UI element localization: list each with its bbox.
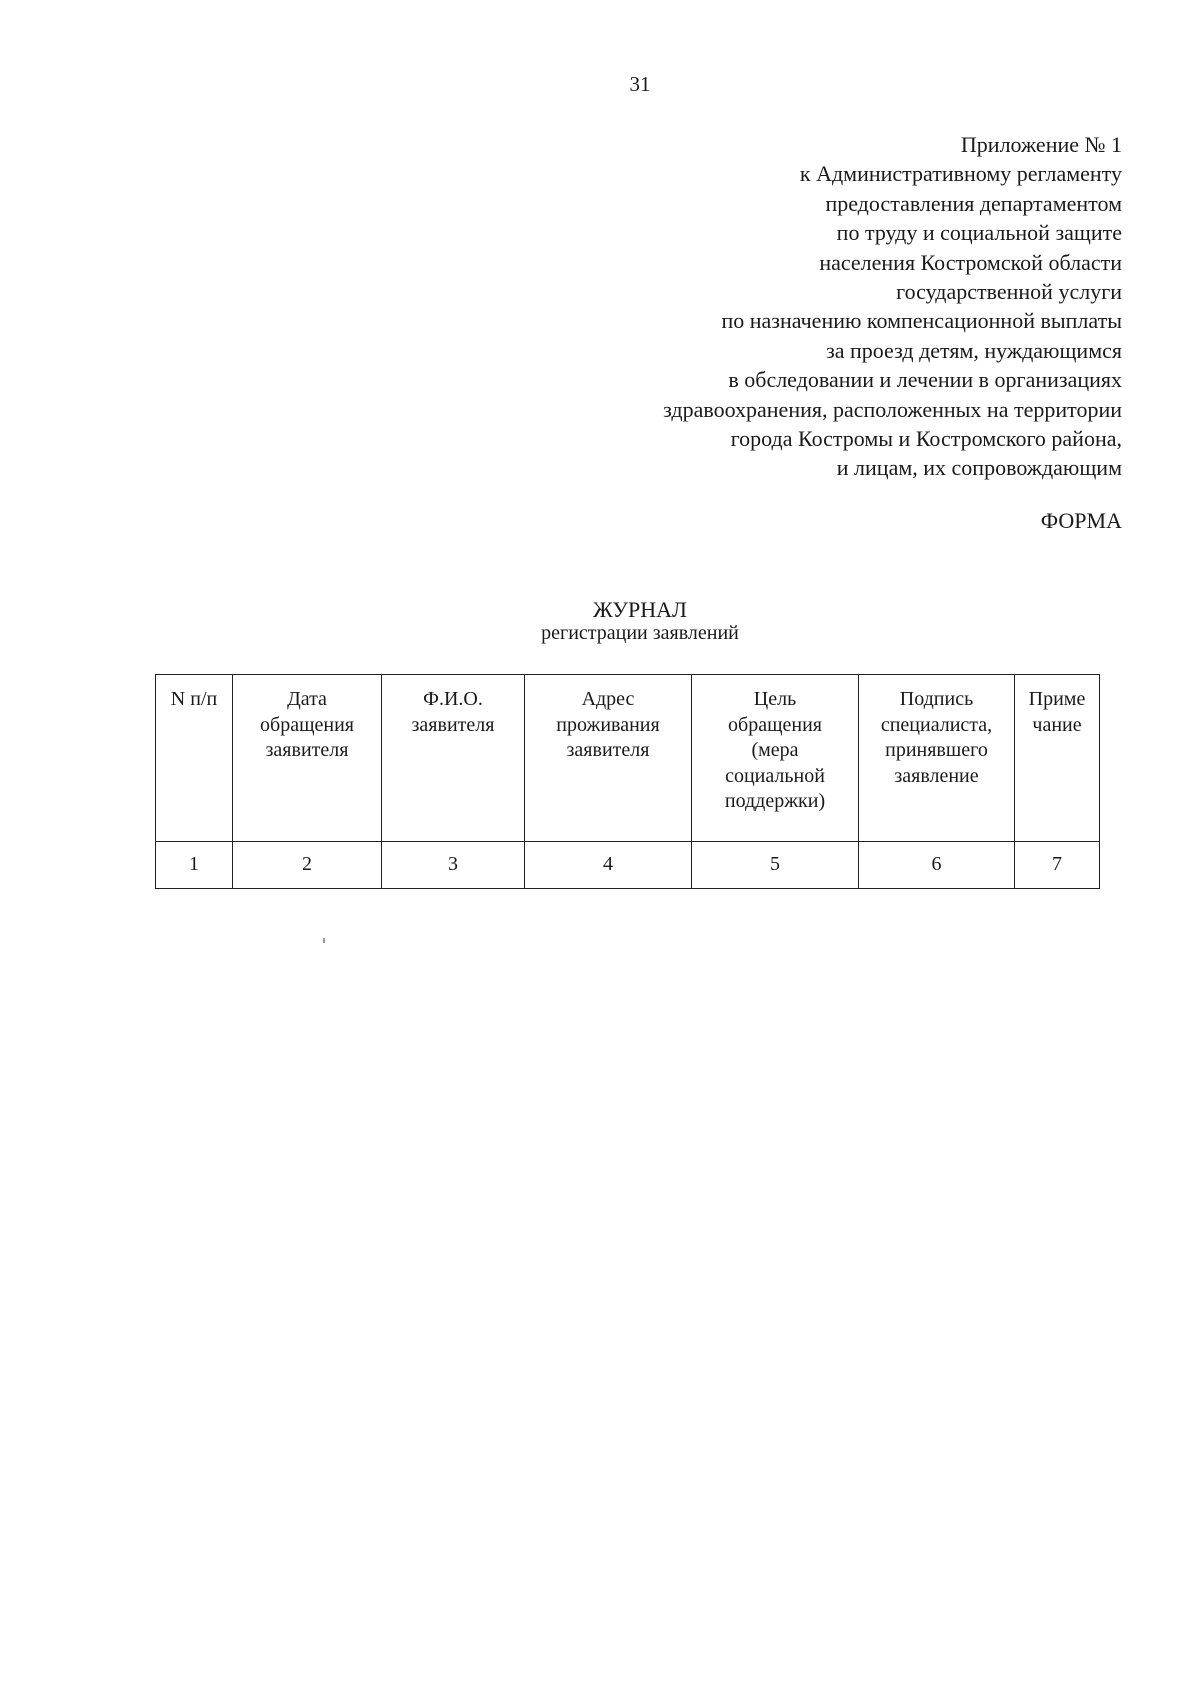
column-header: Цель обращения (мера социальной поддержки)	[692, 675, 859, 842]
appendix-line: здравоохранения, расположенных на территории	[663, 396, 1122, 422]
appendix-line: Приложение № 1	[960, 132, 1122, 157]
page-number: 31	[629, 72, 651, 96]
appendix-line: по назначению компенсационной выплаты	[721, 308, 1122, 334]
column-number-cell: 1	[156, 842, 233, 889]
column-header: Подпись специалиста, принявшего заявление	[859, 675, 1015, 842]
appendix-line: к Административному регламенту	[799, 161, 1122, 187]
column-header: Адрес проживания заявителя	[525, 675, 692, 842]
appendix-line: предоставления департаментом	[825, 190, 1122, 216]
journal-title: ЖУРНАЛ	[593, 597, 687, 622]
column-number-cell: 6	[859, 842, 1015, 889]
journal-table	[155, 674, 1100, 889]
appendix-header	[663, 130, 1122, 483]
column-header: Дата обращения заявителя	[233, 675, 382, 842]
column-number-cell: 7	[1015, 842, 1100, 889]
appendix-line: государственной услуги	[896, 279, 1122, 305]
appendix-line: и лицам, их сопровождающим	[836, 455, 1122, 481]
column-header: Ф.И.О. заявителя	[382, 675, 525, 842]
journal-subtitle: регистрации заявлений	[541, 622, 739, 644]
column-number-cell: 3	[382, 842, 525, 889]
table-header-row	[156, 675, 1100, 842]
column-number-row	[156, 842, 1100, 889]
appendix-line: населения Костромской области	[819, 249, 1122, 275]
scan-speck	[323, 938, 325, 943]
form-label: ФОРМА	[1040, 508, 1122, 533]
appendix-line: за проезд детям, нуждающимся	[826, 337, 1122, 363]
appendix-line: в обследовании и лечении в организациях	[728, 367, 1122, 393]
column-header: N п/п	[156, 675, 233, 842]
appendix-line: города Костромы и Костромского района,	[730, 426, 1122, 452]
column-number-cell: 2	[233, 842, 382, 889]
column-number-cell: 4	[525, 842, 692, 889]
column-number-cell: 5	[692, 842, 859, 889]
appendix-line: по труду и социальной защите	[836, 220, 1122, 246]
column-header: Приме чание	[1015, 675, 1100, 842]
